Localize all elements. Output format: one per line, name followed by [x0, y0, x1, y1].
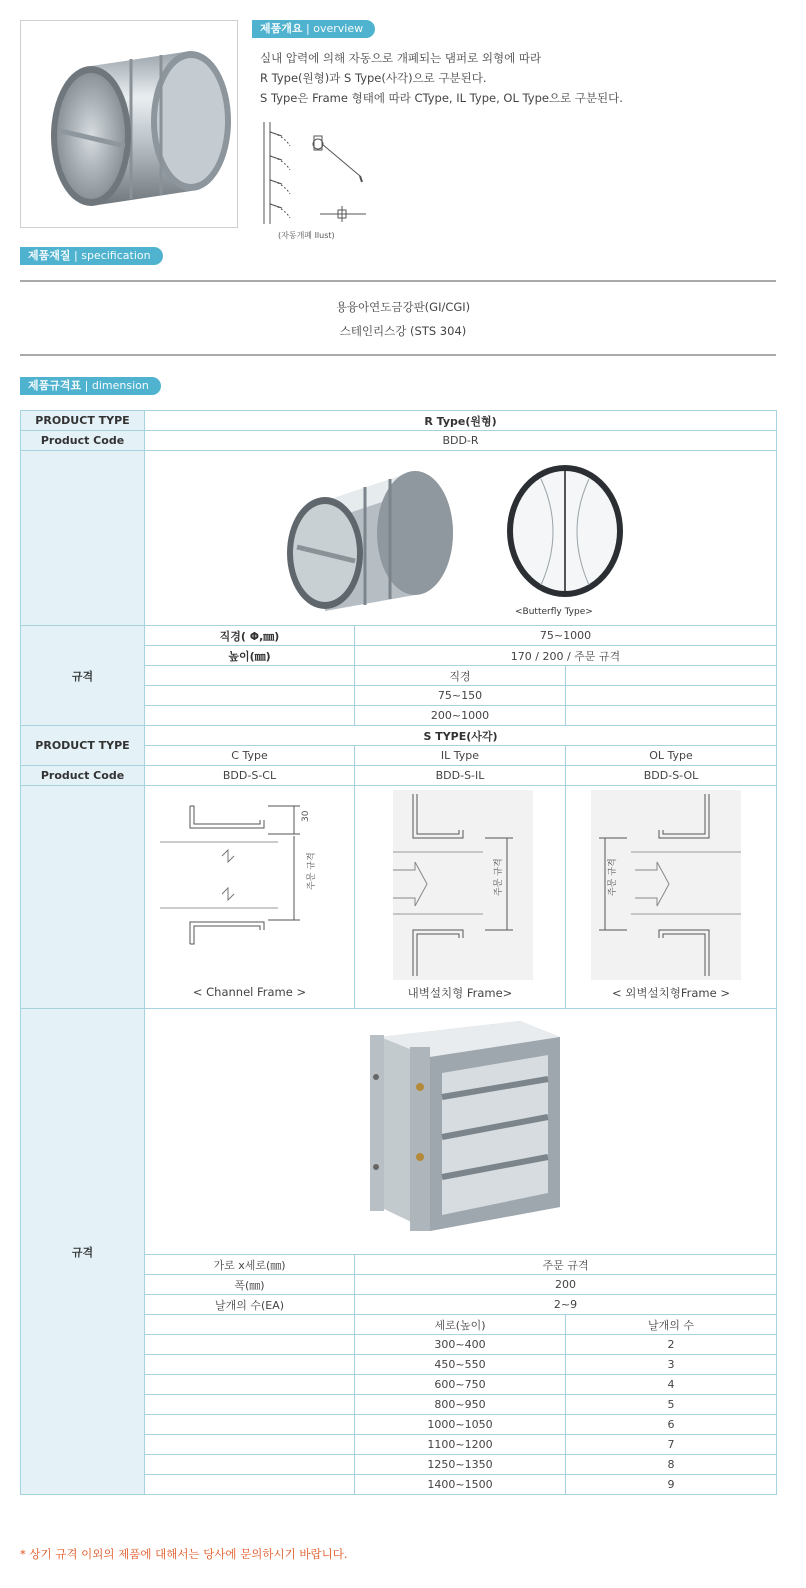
channel-frame-cell	[145, 786, 355, 1009]
r-sub-row-1: 75~150	[355, 686, 566, 706]
table-row	[21, 786, 777, 1009]
overview-tag-sub: | overview	[306, 22, 364, 35]
table-row	[21, 451, 777, 626]
s-type-c: C Type	[145, 746, 355, 766]
table-row	[21, 626, 777, 646]
table-row	[21, 766, 777, 786]
r-product-type-value: R Type(원형)	[145, 411, 777, 431]
blade-count: 3	[566, 1355, 777, 1375]
overview-photo-frame	[20, 20, 238, 228]
il-frame-caption: 내벽설치형 Frame>	[407, 986, 513, 1000]
s-spec-label: 규격	[21, 1009, 145, 1495]
r-product-code-label: Product Code	[21, 431, 145, 451]
s-type-ol: OL Type	[566, 746, 777, 766]
material-line-2: 스테인리스강 (STS 304)	[339, 324, 467, 338]
r-product-type-label: PRODUCT TYPE	[21, 411, 145, 431]
il-frame-cell	[355, 786, 566, 1009]
butterfly-damper-image	[503, 463, 633, 603]
empty-cell	[145, 1335, 355, 1355]
ol-frame-cell	[566, 786, 777, 1009]
channel-dim-label: 주문 규격	[307, 852, 317, 890]
blade-height: 600~750	[355, 1375, 566, 1395]
dimension-section-tag	[20, 377, 161, 395]
blade-count: 5	[566, 1395, 777, 1415]
illustration-caption: (자동개폐 Ilust)	[278, 231, 335, 240]
louver-diagram	[256, 114, 376, 229]
empty-cell	[145, 1355, 355, 1375]
overview-line-2: R Type(원형)과 S Type(사각)으로 구분된다.	[260, 71, 487, 85]
r-spec-label: 규격	[21, 626, 145, 726]
butterfly-caption: <Butterfly Type>	[515, 607, 593, 617]
s-frame-row-label	[21, 786, 145, 1009]
s-type-il: IL Type	[355, 746, 566, 766]
r-height-label: 높이(㎜)	[145, 646, 355, 666]
blade-height: 1100~1200	[355, 1435, 566, 1455]
overview-section-tag	[252, 20, 375, 38]
s-size-label: 가로 x세로(㎜)	[145, 1255, 355, 1275]
r-sub-header: 직경	[355, 666, 566, 686]
ol-frame-diagram	[591, 790, 741, 980]
s-type-damper-image	[370, 1017, 570, 1247]
s-blades-value: 2~9	[355, 1295, 777, 1315]
blade-count: 4	[566, 1375, 777, 1395]
table-row	[21, 726, 777, 746]
dimension-tag-title: 제품규격표	[28, 379, 82, 392]
r-sub-row-2: 200~1000	[355, 706, 566, 726]
empty-cell	[566, 686, 777, 706]
blade-height: 300~400	[355, 1335, 566, 1355]
dimension-table	[20, 410, 777, 1495]
empty-cell	[145, 706, 355, 726]
material-tag-title: 제품재질	[28, 249, 71, 262]
material-line-1: 용융아연도금강판(GI/CGI)	[335, 300, 471, 314]
empty-cell	[566, 666, 777, 686]
blade-count: 2	[566, 1335, 777, 1355]
overview-tag-title: 제품개요	[260, 22, 303, 35]
channel-dim-30: 30	[301, 810, 311, 822]
r-type-damper-image	[275, 461, 455, 611]
overview-line-1: 실내 압력에 의해 자동으로 개폐되는 댐퍼로 외형에 따라	[260, 51, 542, 65]
s-product-type-label: PRODUCT TYPE	[21, 726, 145, 766]
blade-height: 800~950	[355, 1395, 566, 1415]
auto-open-illustration	[256, 114, 376, 244]
s-width-label: 폭(㎜)	[145, 1275, 355, 1295]
table-row	[21, 431, 777, 451]
round-damper-photo	[21, 21, 237, 227]
empty-cell	[145, 1395, 355, 1415]
blade-header-count: 날개의 수	[566, 1315, 777, 1335]
material-section-tag	[20, 247, 163, 265]
material-top-divider	[20, 280, 776, 282]
empty-cell	[145, 1315, 355, 1335]
ol-dim-label: 주문 규격	[608, 858, 618, 896]
empty-cell	[145, 1435, 355, 1455]
r-diameter-label: 직경( Φ,㎜)	[145, 626, 355, 646]
ol-frame-caption: < 외벽설치형Frame >	[612, 986, 730, 1000]
channel-frame-caption: < Channel Frame >	[192, 985, 307, 999]
dimension-tag-sub: | dimension	[84, 379, 149, 392]
table-row	[21, 1009, 777, 1255]
empty-cell	[145, 666, 355, 686]
blade-count: 6	[566, 1415, 777, 1435]
s-blades-label: 날개의 수(EA)	[145, 1295, 355, 1315]
footnote: * 상기 규격 이외의 제품에 대해서는 당사에 문의하시기 바랍니다.	[20, 1547, 348, 1561]
material-tag-sub: | specification	[74, 249, 151, 262]
s-code-ol: BDD-S-OL	[566, 766, 777, 786]
empty-cell	[145, 1375, 355, 1395]
empty-cell	[145, 686, 355, 706]
s-code-il: BDD-S-IL	[355, 766, 566, 786]
empty-cell	[145, 1415, 355, 1435]
empty-cell	[145, 1455, 355, 1475]
r-height-value: 170 / 200 / 주문 규격	[355, 646, 777, 666]
material-bottom-divider	[20, 354, 776, 356]
s-width-value: 200	[355, 1275, 777, 1295]
table-row	[21, 411, 777, 431]
s-product-code-label: Product Code	[21, 766, 145, 786]
r-diameter-value: 75~1000	[355, 626, 777, 646]
r-image-cell	[145, 451, 777, 626]
il-frame-diagram	[393, 790, 533, 980]
s-code-c: BDD-S-CL	[145, 766, 355, 786]
blade-height: 1250~1350	[355, 1455, 566, 1475]
blade-count: 7	[566, 1435, 777, 1455]
empty-cell	[145, 1475, 355, 1495]
blade-height: 1400~1500	[355, 1475, 566, 1495]
il-dim-label: 주문 규격	[494, 858, 504, 896]
blade-header-height: 세로(높이)	[355, 1315, 566, 1335]
s-product-type-value: S TYPE(사각)	[145, 726, 777, 746]
channel-frame-diagram	[160, 794, 340, 964]
r-image-row-label	[21, 451, 145, 626]
overview-line-3: S Type은 Frame 형태에 따라 CType, IL Type, OL Type으로 구분된다.	[260, 91, 623, 105]
empty-cell	[566, 706, 777, 726]
s-image-cell	[145, 1009, 777, 1255]
blade-count: 8	[566, 1455, 777, 1475]
blade-count: 9	[566, 1475, 777, 1495]
blade-height: 1000~1050	[355, 1415, 566, 1435]
r-product-code-value: BDD-R	[145, 431, 777, 451]
s-size-value: 주문 규격	[355, 1255, 777, 1275]
blade-height: 450~550	[355, 1355, 566, 1375]
